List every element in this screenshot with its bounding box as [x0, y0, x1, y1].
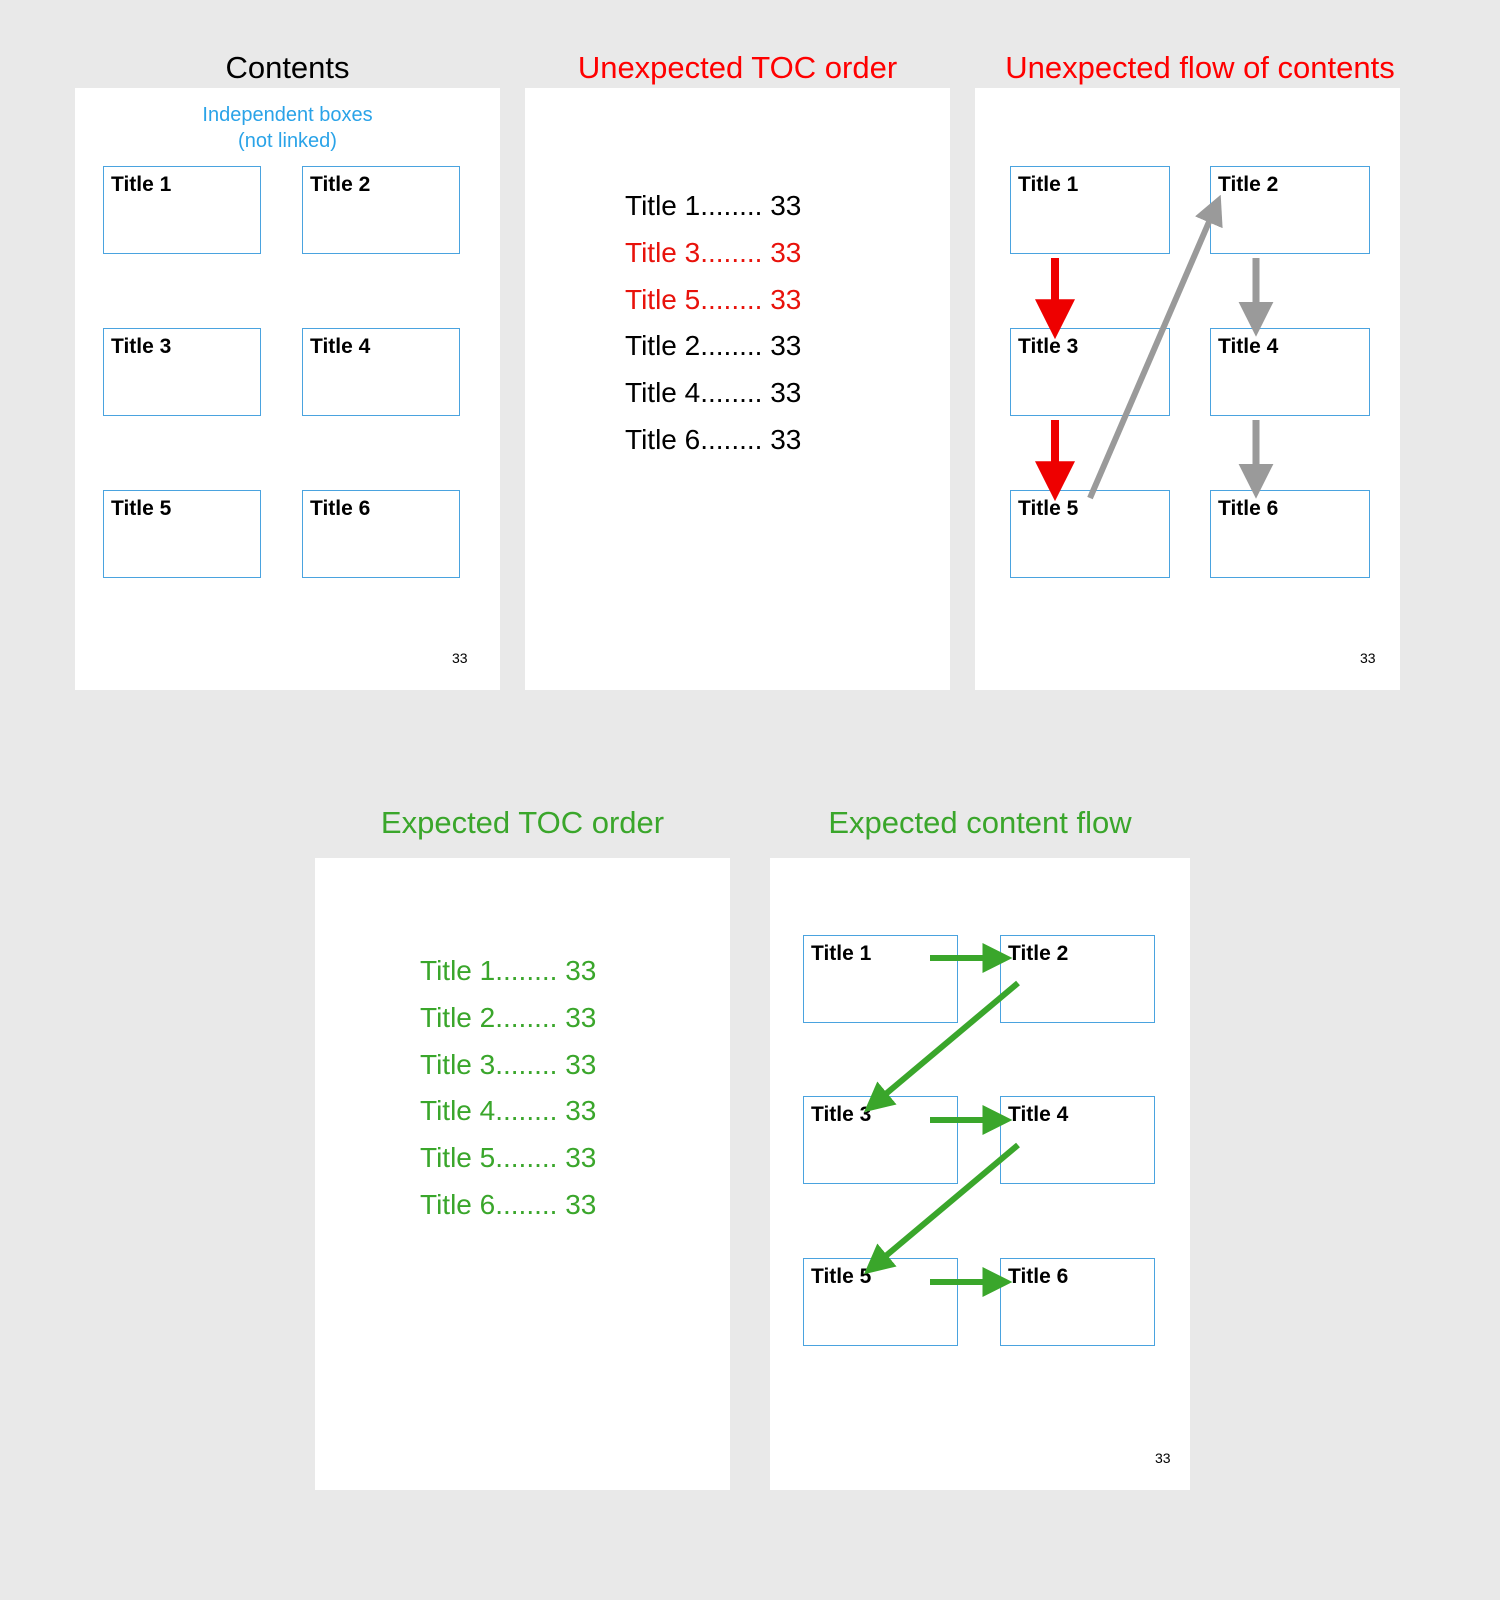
expected-flow-box-label: Title 1	[811, 942, 872, 965]
content-box-title-3	[103, 328, 261, 416]
expected-flow-box-label: Title 6	[1008, 1265, 1069, 1288]
unexpected-toc-page	[525, 88, 950, 690]
flow-box-title-3	[1010, 328, 1170, 416]
expected-flow-box-title-3	[803, 1096, 958, 1184]
content-box-title-2	[302, 166, 460, 254]
content-box-label: Title 3	[111, 335, 172, 358]
toc-entry	[625, 370, 801, 417]
toc-entry	[420, 1088, 596, 1135]
independent-boxes-note	[75, 102, 500, 154]
toc-entry-label: Title 1........	[420, 955, 558, 986]
content-box-title-6	[302, 490, 460, 578]
expected-flow-box-label: Title 3	[811, 1103, 872, 1126]
page-number: 33	[1155, 1450, 1171, 1466]
toc-entry	[420, 1182, 596, 1229]
content-box-title-4	[302, 328, 460, 416]
toc-entry-label: Title 5........	[420, 1142, 558, 1173]
note-line-1: Independent boxes	[202, 104, 373, 126]
toc-entry-page: 33	[770, 330, 802, 362]
flow-box-label: Title 5	[1018, 497, 1079, 520]
toc-entry-page: 33	[770, 236, 802, 268]
toc-entry-label: Title 6........	[420, 1188, 558, 1220]
expected-flow-box-title-6	[1000, 1258, 1155, 1346]
expected-flow-box-title-5	[803, 1258, 958, 1346]
toc-entry-page: 33	[565, 1188, 597, 1220]
toc-entry	[420, 995, 596, 1042]
unexpected-toc-list	[625, 183, 801, 464]
unexpected-flow-panel-title: Unexpected flow of contents	[1005, 50, 1395, 85]
toc-entry-page: 33	[770, 283, 802, 315]
content-box-title-1	[103, 166, 261, 254]
flow-box-label: Title 2	[1218, 173, 1279, 196]
toc-entry-label: Title 3........	[625, 236, 763, 268]
toc-entry-label: Title 2........	[420, 1001, 558, 1033]
toc-entry	[625, 230, 801, 277]
toc-entry	[625, 417, 801, 464]
content-box-label: Title 4	[310, 335, 371, 358]
expected-flow-box-title-1	[803, 935, 958, 1023]
flow-box-title-6	[1210, 490, 1370, 578]
toc-entry-label: Title 4........	[625, 377, 763, 408]
toc-entry-page: 33	[565, 1142, 597, 1173]
expected-flow-box-title-2	[1000, 935, 1155, 1023]
expected-flow-box-label: Title 2	[1008, 942, 1069, 965]
content-box-label: Title 2	[310, 173, 371, 196]
toc-entry	[420, 1042, 596, 1089]
flow-box-label: Title 3	[1018, 335, 1079, 358]
toc-entry-page: 33	[565, 1095, 597, 1127]
toc-entry	[625, 277, 801, 324]
content-box-label: Title 5	[111, 497, 172, 520]
toc-entry-label: Title 6........	[625, 423, 763, 455]
toc-entry-label: Title 4........	[420, 1095, 558, 1127]
flow-box-title-1	[1010, 166, 1170, 254]
flow-box-label: Title 1	[1018, 173, 1079, 196]
unexpected-toc-panel-title: Unexpected TOC order	[577, 50, 898, 85]
toc-entry-page: 33	[770, 190, 802, 221]
expected-toc-list	[420, 948, 596, 1229]
toc-entry-label: Title 2........	[625, 330, 763, 362]
toc-entry	[420, 1135, 596, 1182]
flow-box-title-4	[1210, 328, 1370, 416]
contents-page	[75, 88, 500, 690]
toc-entry-label: Title 1........	[625, 190, 763, 221]
expected-flow-panel-title: Expected content flow	[828, 805, 1132, 840]
toc-entry-page: 33	[565, 1001, 597, 1033]
content-box-label: Title 1	[111, 173, 172, 196]
flow-box-title-5	[1010, 490, 1170, 578]
expected-toc-panel-title: Expected TOC order	[380, 805, 665, 840]
page-number: 33	[452, 650, 468, 666]
toc-entry	[625, 183, 801, 230]
toc-entry-label: Title 5........	[625, 283, 763, 315]
flow-box-label: Title 4	[1218, 335, 1279, 358]
content-box-label: Title 6	[310, 497, 371, 520]
expected-toc-page	[315, 858, 730, 1490]
expected-flow-box-label: Title 5	[811, 1265, 872, 1288]
toc-entry-page: 33	[770, 423, 802, 455]
note-line-2: (not linked)	[238, 130, 337, 152]
contents-panel-title: Contents	[225, 50, 350, 85]
toc-entry-page: 33	[565, 1048, 597, 1080]
unexpected-flow-page	[975, 88, 1400, 690]
toc-entry	[420, 948, 596, 995]
toc-entry-page: 33	[770, 377, 802, 408]
content-box-title-5	[103, 490, 261, 578]
expected-flow-box-label: Title 4	[1008, 1103, 1069, 1126]
expected-flow-box-title-4	[1000, 1096, 1155, 1184]
flow-box-title-2	[1210, 166, 1370, 254]
flow-box-label: Title 6	[1218, 497, 1279, 520]
toc-entry	[625, 323, 801, 370]
toc-entry-page: 33	[565, 955, 597, 986]
toc-entry-label: Title 3........	[420, 1048, 558, 1080]
page-number: 33	[1360, 650, 1376, 666]
expected-flow-page	[770, 858, 1190, 1490]
